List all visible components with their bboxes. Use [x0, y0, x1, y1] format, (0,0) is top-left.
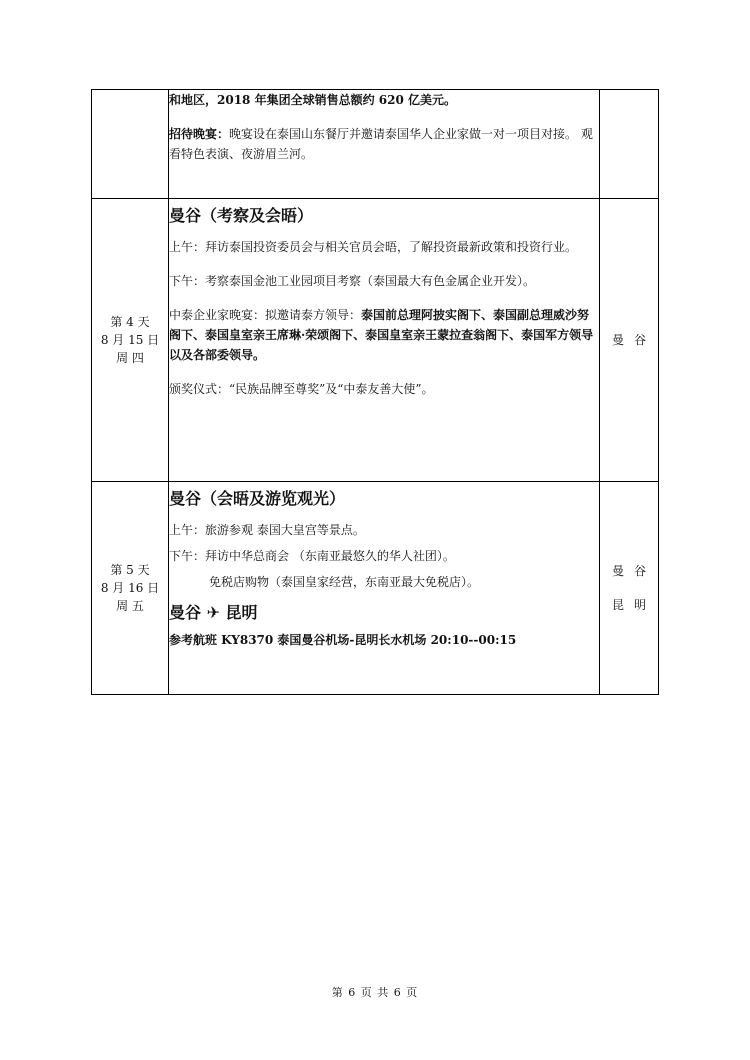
day-cell — [92, 90, 169, 199]
city-char: 明 — [634, 598, 647, 612]
table-row — [92, 90, 659, 199]
city-cell — [600, 90, 659, 199]
city-char: 曼 — [611, 333, 624, 347]
morning-text: 上午：拜访泰国投资委员会与相关官员会晤，了解投资最新政策和投资行业。 — [169, 240, 578, 254]
dinner-text: 晚宴设在泰国山东餐厅并邀请泰国华人企业家做一对一项目对接。 观看特色表演、夜游眉兰河。 — [169, 127, 593, 161]
city-char: 昆 — [611, 598, 624, 612]
page-footer: 第 6 页 共 6 页 — [331, 986, 419, 999]
banquet-label: 中泰企业家晚宴：拟邀请泰方领导： — [169, 308, 362, 322]
content-cell — [169, 482, 600, 695]
continuation-text: 和地区，2018 年集团全球销售总额约 620 亿美元。 — [169, 93, 456, 107]
award-text: 颁奖仪式：“民族品牌至尊奖”及“中泰友善大使”。 — [169, 382, 434, 396]
day-date: 8 月 16 日 — [100, 581, 160, 595]
flight-heading: 曼谷 ✈ 昆明 — [169, 603, 258, 622]
city-char: 曼 — [611, 564, 624, 578]
afternoon-text: 下午：拜访中华总商会 （东南亚最悠久的华人社团）。 — [169, 549, 455, 563]
dinner-label: 招待晚宴： — [169, 127, 230, 141]
day-weekday: 周 四 — [116, 351, 144, 365]
city-cell — [600, 482, 659, 695]
itinerary-table — [91, 89, 659, 695]
day-date: 8 月 15 日 — [100, 333, 160, 347]
day-cell — [92, 199, 169, 482]
section-heading: 曼谷（考察及会晤） — [169, 206, 314, 225]
shopping-text: 免税店购物（泰国皇家经营，东南亚最大免税店）。 — [209, 575, 480, 589]
banquet-guests: 泰国前总理阿披实阁下、泰国副总理威沙努阁下、泰国皇室亲王席琳·荣颂阁下、泰国皇室亲王蒙拉查翁阁下、泰国军方领导以及各部委领导。 — [169, 308, 594, 362]
table-row — [92, 199, 659, 482]
content-cell — [169, 199, 600, 482]
afternoon-text: 下午：考察泰国金池工业园项目考察（泰国最大有色金属企业开发）。 — [169, 274, 536, 288]
section-heading: 曼谷（会晤及游览观光） — [169, 489, 346, 508]
content-cell — [169, 90, 600, 199]
day-number: 第 4 天 — [110, 315, 150, 329]
day-number: 第 5 天 — [110, 563, 150, 577]
morning-text: 上午：旅游参观 泰国大皇宫等景点。 — [169, 523, 365, 537]
city-char: 谷 — [634, 564, 647, 578]
day-cell — [92, 482, 169, 695]
flight-info: 参考航班 KY8370 泰国曼谷机场-昆明长水机场 20:10--00:15 — [169, 633, 517, 647]
city-cell — [600, 199, 659, 482]
table-row — [92, 482, 659, 695]
city-char: 谷 — [634, 333, 647, 347]
day-weekday: 周 五 — [116, 599, 144, 613]
